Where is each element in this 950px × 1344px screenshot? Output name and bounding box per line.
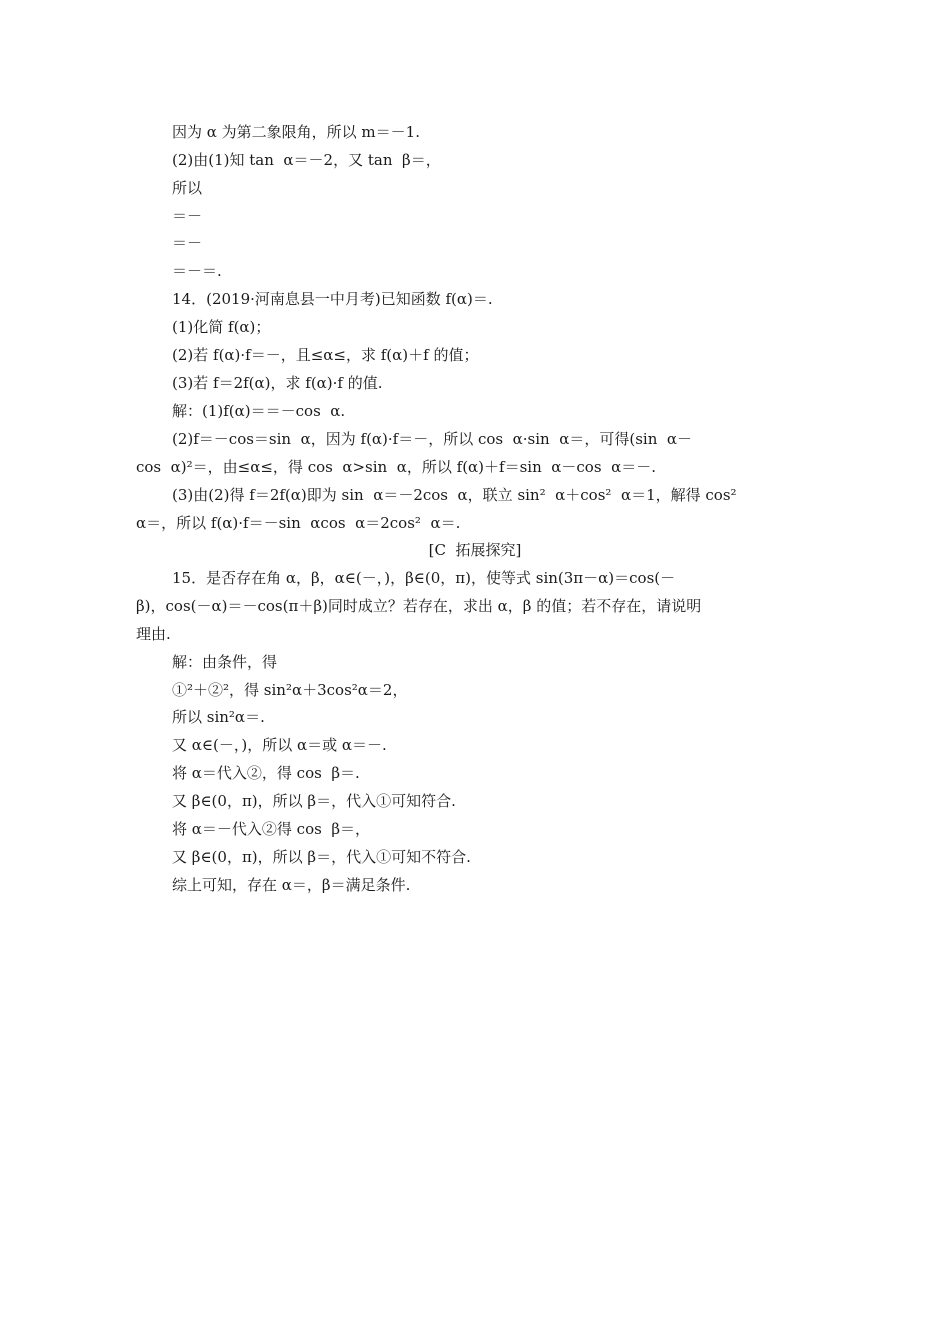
- text-line: ＝－＝.: [172, 262, 222, 280]
- text-line: 因为 α 为第二象限角，所以 m＝－1.: [172, 123, 420, 141]
- text-line: (2)由(1)知 tan α＝－2，又 tan β＝，: [172, 151, 441, 169]
- text-line: β)，cos(－α)＝－cos(π＋β)同时成立？若存在，求出 α，β 的值；若不存在，请说明: [136, 597, 702, 615]
- text-line: 综上可知，存在 α＝，β＝满足条件.: [172, 876, 411, 894]
- text-line: ＝－: [172, 234, 203, 252]
- text-line: 所以 sin²α＝.: [172, 708, 265, 726]
- text-line: (3)由(2)得 f＝2f(α)即为 sin α＝－2cos α，联立 sin² α＋cos² α＝1，解得 cos²: [172, 486, 737, 504]
- text-line: (2)若 f(α)·f＝－，且≤α≤，求 f(α)＋f 的值；: [172, 346, 479, 364]
- text-line: 又 β∈(0，π)，所以 β＝，代入①可知符合.: [172, 792, 456, 810]
- text-line: α＝，所以 f(α)·f＝－sin αcos α＝2cos² α＝.: [136, 514, 461, 532]
- text-line: 理由.: [136, 625, 171, 643]
- text-line: ＝－: [172, 207, 203, 225]
- text-line: 解：由条件，得: [172, 653, 278, 671]
- text-line: 将 α＝代入②，得 cos β＝.: [172, 764, 360, 782]
- text-line: 所以: [172, 179, 203, 197]
- text-line: ①²＋②²，得 sin²α＋3cos²α＝2，: [172, 681, 408, 699]
- section-heading: [C 拓展探究]: [428, 541, 522, 559]
- text-line: (2)f＝－cos＝sin α，因为 f(α)·f＝－，所以 cos α·sin α＝，可得(sin α－: [172, 430, 693, 448]
- text-line: cos α)²＝，由≤α≤，得 cos α>sin α，所以 f(α)＋f＝sin α－cos α＝－.: [136, 458, 656, 476]
- text-line: (3)若 f＝2f(α)，求 f(α)·f 的值.: [172, 374, 383, 392]
- text-line: 将 α＝－代入②得 cos β＝，: [172, 820, 371, 838]
- text-line: (1)化简 f(α)；: [172, 318, 271, 336]
- text-line: 又 α∈(－，)，所以 α＝或 α＝－.: [172, 736, 387, 754]
- text-line: 解：(1)f(α)＝＝－cos α.: [172, 402, 346, 420]
- text-line: 又 β∈(0，π)，所以 β＝，代入①可知不符合.: [172, 848, 471, 866]
- problem-14-heading: 14．(2019·河南息县一中月考)已知函数 f(α)＝.: [172, 290, 493, 308]
- problem-15-heading: 15．是否存在角 α，β，α∈(－，)，β∈(0，π)，使等式 sin(3π－α)＝cos(－: [172, 569, 676, 587]
